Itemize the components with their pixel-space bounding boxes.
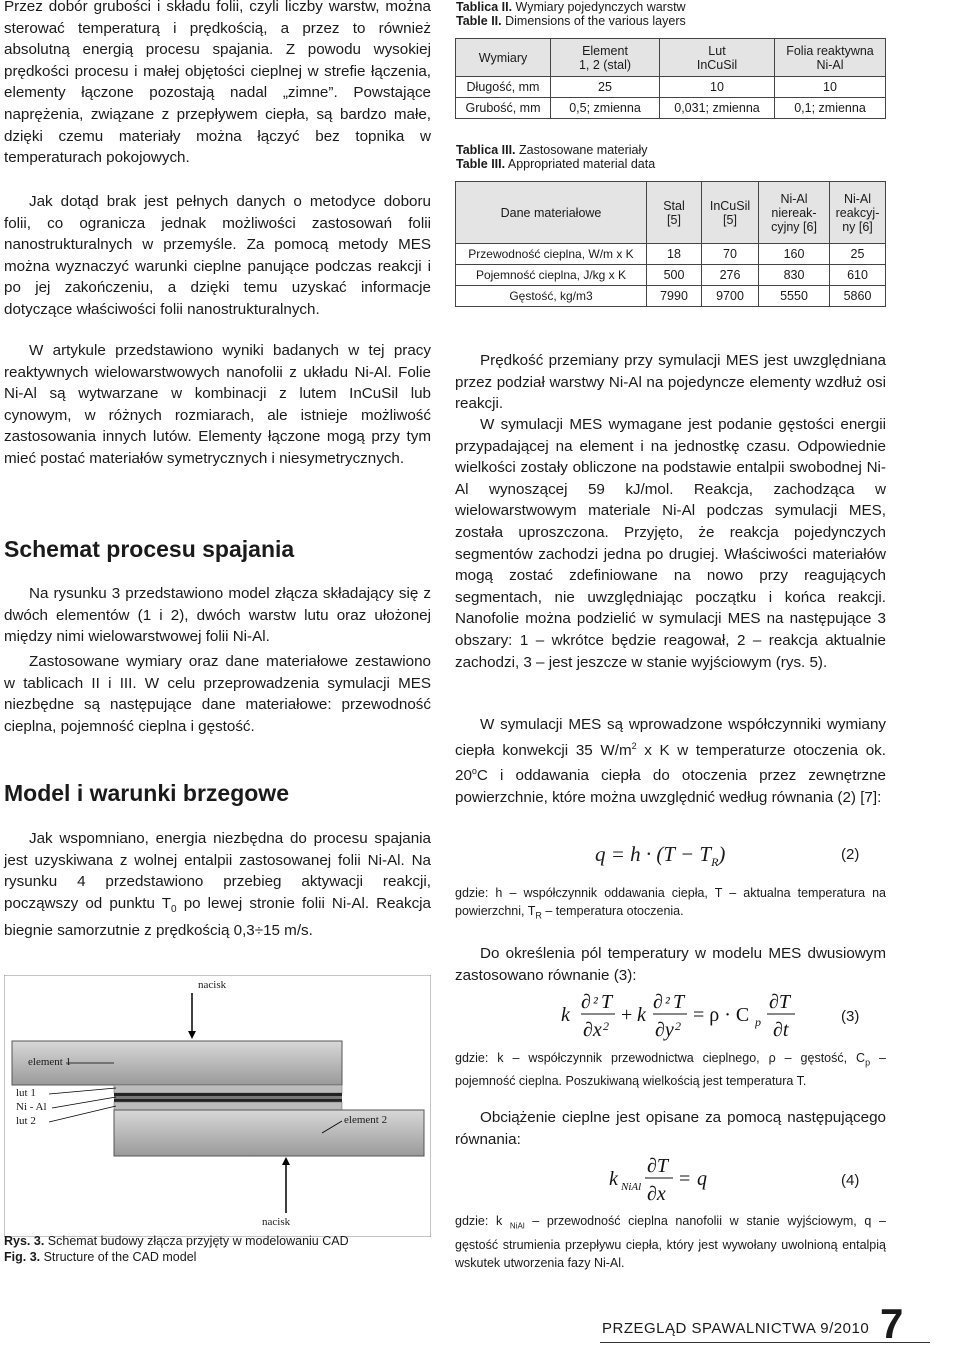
- header-cell: [830, 182, 886, 244]
- header-line: Element: [582, 43, 628, 58]
- text-run: – przewodność cieplna nanofolii w stanie wyjściowym, q – gęstość strumienia przepływu ciepła, który jest wywołany uwolnioną entalpią wskutek utworzenia fazy Ni-Al.: [455, 1214, 886, 1270]
- svg-text:²: ²: [593, 995, 598, 1012]
- label-pressure-bottom: nacisk: [262, 1216, 291, 1228]
- svg-text:∂t: ∂t: [773, 1019, 789, 1041]
- table-row: [456, 244, 886, 265]
- header-line: ny [6]: [842, 219, 873, 234]
- paragraph: Jak dotąd brak jest pełnych danych o metodyce doboru folii, co ogranicza jednak możliwości zastosowań folii nanostrukturalnych w przemyśle. Za pomocą metody MES można wyznaczyć warunki cieplne panujące podczas reakcji i po jej zakończeniu, a dzięki temu uzyskać informacje dotyczące właściwości folii nanostrukturalnych.: [4, 193, 431, 318]
- cell: 25: [551, 77, 660, 98]
- cell: Przewodność cieplna, W/m x K: [456, 244, 647, 265]
- text-run: po lewej stronie folii Ni-Al. Reakcja biegnie samorzutnie z prędkością 0,3÷15 m/s.: [4, 894, 432, 940]
- svg-text:T: T: [673, 991, 685, 1013]
- header-cell: Dane materiałowe: [456, 182, 647, 244]
- text-run: gdzie: k – współczynnik przewodnictwa cieplnego, ρ – gęstość, C: [455, 1051, 866, 1065]
- lut-1-layer: [114, 1085, 342, 1093]
- caption-text: Schemat budowy złącza przyjęty w modelowaniu CAD: [44, 1234, 349, 1248]
- paragraph: Do określenia pól temperatury w modelu MES dwusiowym zastosowano równanie (3):: [455, 945, 886, 984]
- paragraph: [455, 714, 886, 809]
- svg-text:+: +: [621, 1004, 633, 1026]
- paragraph: W artykule przedstawiono wyniki badanych w tej pracy reaktywnych wielowarstwowych nanofolii z układu Ni-Al. Folie Ni-Al są wytwarzane w kombinacji z lutem InCuSil lub cynowym, w różnych rozmiarach, ale istnieje możliwość zastosowania innych lutów. Elementy łączone mogą przy tym mieć postać materiałów symetrycznych i niesymetrycznych.: [4, 342, 431, 467]
- equation-3: [559, 988, 759, 1048]
- caption-en: [4, 1249, 431, 1265]
- caption-label: Tablica II.: [456, 0, 513, 14]
- superscript: o: [471, 766, 477, 777]
- header-line: Ni-Al: [780, 191, 808, 206]
- label-element-2: element 2: [344, 1114, 388, 1126]
- equation-description: [455, 1049, 886, 1090]
- text-run: gdzie: k: [455, 1214, 510, 1228]
- equation-number: (4): [841, 1172, 860, 1189]
- caption-en: [456, 14, 887, 28]
- cell: Długość, mm: [456, 77, 551, 98]
- section-heading: Schemat procesu spajania: [4, 536, 295, 562]
- header-cell: [759, 182, 830, 244]
- equation-number: (2): [841, 846, 860, 863]
- cell: 610: [830, 265, 886, 286]
- cell: 25: [830, 244, 886, 265]
- nial-layer: [114, 1099, 342, 1102]
- header-line: reakcyj-: [835, 205, 880, 220]
- cell: 276: [702, 265, 759, 286]
- svg-text:∂: ∂: [653, 991, 663, 1013]
- nial-layer: [114, 1096, 342, 1099]
- caption-text: Appropriated material data: [505, 157, 656, 171]
- header-line: [5]: [667, 212, 681, 227]
- cell: 9700: [702, 286, 759, 307]
- equation-2: [595, 842, 725, 870]
- subscript: NiAl: [509, 1221, 525, 1231]
- joint-schematic-drawing: [4, 975, 431, 1237]
- caption-pl: [456, 143, 887, 157]
- svg-text:=: =: [679, 1168, 691, 1190]
- caption-text: Structure of the CAD model: [40, 1250, 197, 1264]
- table-row: [456, 77, 886, 98]
- cell: 0,5; zmienna: [551, 98, 660, 119]
- svg-text:p: p: [755, 1015, 761, 1029]
- equation-text: ): [718, 842, 726, 866]
- text-run: C i oddawania ciepła do otoczenia przez zewnętrzne powierzchnie, które można uwzględnić według równania (2) [7]:: [455, 767, 886, 806]
- header-cell: [702, 182, 759, 244]
- equation-subscript: R: [711, 855, 719, 870]
- table-2: [455, 38, 886, 119]
- equation-3-rhs: [755, 988, 815, 1048]
- equation-description: [455, 1212, 886, 1272]
- svg-text:T: T: [601, 991, 613, 1013]
- caption-label: Tablica III.: [456, 143, 516, 157]
- paragraph: Prędkość przemiany przy symulacji MES jest uwzględniana przez podział warstwy Ni-Al na pojedyncze elementy wzdłuż osi reakcji.: [455, 352, 886, 413]
- header-line: niereak-: [771, 205, 817, 220]
- table-row: [456, 286, 886, 307]
- header-line: cyjny [6]: [771, 219, 817, 234]
- caption-text: Dimensions of the various layers: [501, 14, 686, 28]
- paragraph: Przez dobór grubości i składu folii, czyli liczby warstw, można sterować temperaturą i prędkością, a przez to również absolutną energią procesu spajania. Z powodu wysokiej prędkości procesu i małej objętości cieplnej w strefie łączenia, elementy łączone pozostają nadal „zimne”. Powstające naprężenia, związane z przepływem ciepła, są bardzo małe, dzięki czemu materiały można łączyć bez topnika w temperaturach pokojowych.: [4, 0, 431, 167]
- equation-number: (3): [841, 1008, 860, 1025]
- journal-footer: [602, 1320, 869, 1337]
- text-run: Jak wspomniano, energia niezbędna do procesu spajania jest uzyskiwana z wolnej entalpii zastosowanej folii Ni-Al. Na rysunku 4 przedstawiono przebieg aktywacji reakcji, począwszy od punktu T: [4, 830, 431, 912]
- svg-text:k: k: [637, 1004, 646, 1026]
- section-heading: Model i warunki brzegowe: [4, 780, 289, 806]
- figure-caption: [4, 1233, 431, 1265]
- label-pressure-top: nacisk: [198, 979, 227, 991]
- nial-layer: [114, 1093, 342, 1096]
- table-3-caption: [456, 143, 887, 171]
- cell: 10: [660, 77, 775, 98]
- cell: 500: [647, 265, 702, 286]
- subscript: p: [865, 1057, 871, 1068]
- header-cell: [775, 39, 886, 77]
- svg-text:2: 2: [603, 1019, 609, 1033]
- table-row: [456, 265, 886, 286]
- header-cell: [551, 39, 660, 77]
- header-line: 1, 2 (stal): [578, 57, 632, 72]
- label-lut-2: lut 2: [16, 1115, 36, 1127]
- equation-4: [605, 1152, 725, 1208]
- paragraph: Na rysunku 3 przedstawiono model złącza składający się z dwóch elementów (1 i 2), dwóch warstw lutu oraz ułożonej między nimi wielowarstwowej folii Ni-Al.: [4, 585, 431, 646]
- cell: Grubość, mm: [456, 98, 551, 119]
- header-line: Stal: [663, 198, 685, 213]
- caption-text: Wymiary pojedynczych warstw: [512, 0, 686, 14]
- journal-name: SPAWALNICTWA: [691, 1320, 816, 1337]
- header-line: Lut: [708, 43, 726, 58]
- header-line: Ni-Al: [843, 191, 872, 206]
- header-line: InCuSil: [696, 57, 738, 72]
- caption-label: Rys. 3.: [4, 1234, 45, 1248]
- subscript: R: [535, 910, 542, 921]
- svg-text:2: 2: [675, 1019, 681, 1033]
- table-row: [456, 98, 886, 119]
- paragraph: W symulacji MES wymagane jest podanie gęstości energii przypadającej na element i na jednostkę czasu. Odpowiednie wielkości zostały obliczone na podstawie entalpii swobodnej Ni-Al wynoszącej 59 kJ/mol. Reakcja, zachodząca w wielowarstwowym materiale Ni-Al podczas symulacji MES, została uproszczona. Przyjęto, że reakcja pojedynczych segmentów zachodzi jedna po drugiej. Właściwości materiałów mogą zostać zdefiniowane na nowo przy reagujących segmentach, nie uwzględniając początku i końca reakcji. Nanofolie można podzielić w symulacji MES na następujące 3 obszary: 1 – wkrótce będzie reagował, 2 – reakcja aktualnie zachodzi, 3 – jest jeszcze w stanie wyjściowym (rys. 5).: [455, 416, 886, 671]
- cell: 0,031; zmienna: [660, 98, 775, 119]
- journal-name: PRZEGLĄD: [602, 1320, 687, 1337]
- page-number: 7: [880, 1300, 904, 1347]
- figure-3-joint-schematic: [4, 975, 431, 1237]
- header-cell: Wymiary: [456, 39, 551, 77]
- lut-2-layer: [114, 1102, 342, 1110]
- cell: 7990: [647, 286, 702, 307]
- text-run: W symulacji MES są wprowadzone współczynniki wymiany ciepła konwekcji 35 W/m: [455, 716, 886, 759]
- svg-text:∂x: ∂x: [583, 1019, 602, 1041]
- text-run: x K w temperaturze otoczenia ok. 20: [455, 741, 886, 785]
- cell: 5860: [830, 286, 886, 307]
- svg-text:k: k: [609, 1168, 618, 1190]
- svg-text:∂: ∂: [581, 991, 591, 1013]
- text-run: – pojemność cieplna. Poszukiwaną wielkością jest temperatura T.: [455, 1051, 886, 1088]
- header-cell: [660, 39, 775, 77]
- table-3: [455, 181, 886, 307]
- caption-text: Zastosowane materiały: [515, 143, 648, 157]
- paragraph: Zastosowane wymiary oraz dane materiałowe zestawiono w tablicach II i III. W celu przeprowadzenia symulacji MES niezbędne są następujące dane materiałowe: przewodność cieplna, pojemność cieplna i gęstość.: [4, 653, 431, 735]
- cell: 0,1; zmienna: [775, 98, 886, 119]
- equation-description: [455, 884, 886, 925]
- label-element-1: element 1: [28, 1056, 72, 1068]
- caption-pl: [456, 0, 887, 14]
- caption-label: Table III.: [456, 157, 506, 171]
- cell: 160: [759, 244, 830, 265]
- caption-en: [456, 157, 887, 171]
- caption-label: Table II.: [456, 14, 502, 28]
- header-line: InCuSil: [709, 198, 751, 213]
- cell: 18: [647, 244, 702, 265]
- header-line: Ni-Al: [816, 57, 844, 72]
- label-lut-1: lut 1: [16, 1087, 36, 1099]
- cell: 10: [775, 77, 886, 98]
- cell: Gęstość, kg/m3: [456, 286, 647, 307]
- cell: 830: [759, 265, 830, 286]
- cell: 5550: [759, 286, 830, 307]
- cell: Pojemność cieplna, J/kg x K: [456, 265, 647, 286]
- cell: 70: [702, 244, 759, 265]
- header-line: Folia reaktywna: [786, 43, 874, 58]
- svg-text:NiAl: NiAl: [621, 1181, 642, 1193]
- subscript: 0: [171, 903, 177, 915]
- svg-text:q: q: [697, 1168, 707, 1190]
- paragraph: [4, 828, 431, 942]
- text-run: – temperatura otoczenia.: [541, 904, 684, 918]
- svg-text:∂T: ∂T: [647, 1155, 669, 1177]
- header-cell: [647, 182, 702, 244]
- header-line: [5]: [723, 212, 737, 227]
- text-run: gdzie: h – współczynnik oddawania ciepła, T – aktualna temperatura na powierzchni, T: [455, 886, 886, 918]
- svg-text:∂x: ∂x: [647, 1183, 666, 1205]
- svg-text:= ρ · C: = ρ · C: [693, 1004, 750, 1026]
- caption-label: Fig. 3.: [4, 1250, 41, 1264]
- svg-text:k: k: [561, 1004, 570, 1026]
- table-2-caption: [456, 0, 887, 28]
- svg-text:²: ²: [665, 995, 670, 1012]
- superscript: 2: [631, 740, 637, 751]
- paragraph: Obciążenie cieplne jest opisane za pomocą następującego równania:: [455, 1109, 886, 1148]
- journal-issue: 9/2010: [820, 1320, 870, 1337]
- svg-text:∂T: ∂T: [769, 991, 791, 1013]
- svg-text:∂y: ∂y: [655, 1019, 674, 1041]
- equation-text: q = h · (T − T: [595, 842, 712, 866]
- caption-pl: [4, 1233, 431, 1249]
- label-ni-al: Ni - Al: [16, 1101, 47, 1113]
